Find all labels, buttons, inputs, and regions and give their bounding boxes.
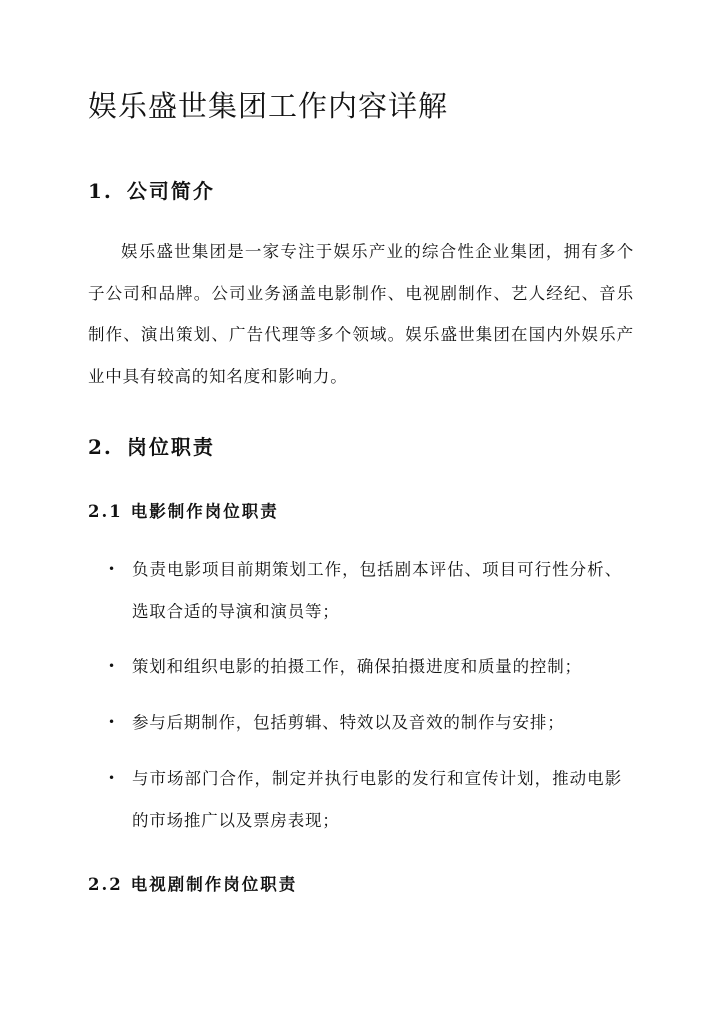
bullet-icon: • (108, 562, 116, 576)
subsection-title: 电影制作岗位职责 (130, 502, 279, 521)
list-item (88, 702, 634, 744)
list-item-text: 与市场部门合作，制定并执行电影的发行和宣传计划，推动电影的市场推广以及票房表现； (132, 769, 622, 830)
document-title: 娱乐盛世集团工作内容详解 (88, 89, 449, 123)
subsection-heading-tv-production (88, 871, 297, 895)
bullet-icon: • (108, 715, 116, 729)
list-item (88, 646, 634, 688)
section-number: 1. (88, 179, 113, 203)
section-heading-company-intro (88, 175, 215, 204)
list-item-text: 策划和组织电影的拍摄工作，确保拍摄进度和质量的控制； (132, 657, 582, 676)
section-number: 2. (88, 435, 113, 459)
section-heading-job-duties (88, 431, 215, 460)
subsection-number: 2.2 (88, 875, 123, 894)
section-title: 岗位职责 (126, 435, 215, 459)
list-item (88, 549, 634, 632)
bullet-icon: • (108, 659, 116, 673)
subsection-title: 电视剧制作岗位职责 (130, 875, 298, 894)
subsection-heading-film-production (88, 498, 279, 522)
list-item-text: 负责电影项目前期策划工作，包括剧本评估、项目可行性分析、选取合适的导演和演员等； (132, 560, 622, 621)
section-title: 公司简介 (126, 179, 215, 203)
subsection-number: 2.1 (88, 502, 123, 521)
list-item-text: 参与后期制作，包括剪辑、特效以及音效的制作与安排； (132, 713, 565, 732)
company-intro-paragraph: 娱乐盛世集团是一家专注于娱乐产业的综合性企业集团，拥有多个子公司和品牌。公司业务涵盖电影制作、电视剧制作、艺人经纪、音乐制作、演出策划、广告代理等多个领域。娱乐盛世集团在国内外娱乐产业中具有较高的知名度和影响力。 (88, 242, 634, 386)
list-item (88, 758, 634, 841)
bullet-icon: • (108, 771, 116, 785)
